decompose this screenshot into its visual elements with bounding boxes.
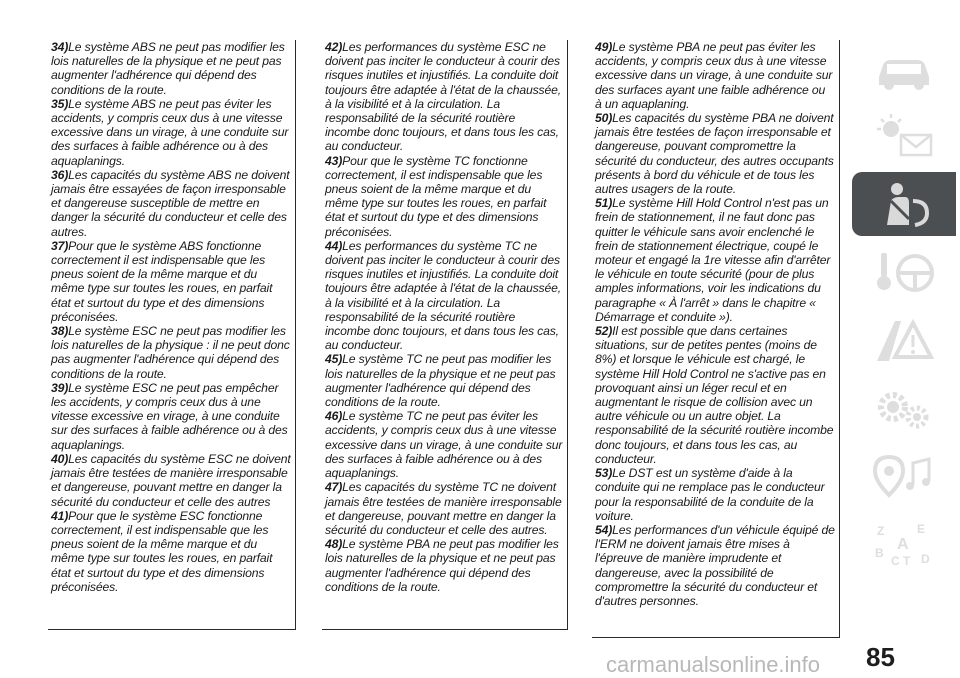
safety-note	[595, 523, 835, 608]
note-text: Le système ABS ne peut pas éviter les accidents, y compris ceux dus à une vitesse excessive dans un virage, à une conduite sur des surfaces à faible adhérence ou à des aquaplanings.	[51, 96, 289, 168]
note-text: Le système PBA ne peut pas modifier les lois naturelles de la physique et ne peut pas augmenter l'adhérence qui dépend des conditions de la route.	[325, 537, 559, 594]
tab-warning-lights[interactable]	[852, 104, 956, 168]
note-number: 46)	[325, 409, 343, 424]
safety-note	[51, 324, 291, 381]
index-letter-1: E	[917, 522, 926, 536]
note-number: 52)	[595, 324, 613, 339]
index-letter-0: Z	[877, 524, 885, 538]
notes-column-3	[592, 40, 840, 638]
note-number: 41)	[51, 508, 69, 523]
safety-note	[51, 509, 291, 594]
note-text: Le système Hill Hold Control n'est pas un frein de stationnement, il ne faut donc pas quitter le véhicule sans avoir enclenché le frein de stationnement électrique, coupé le moteur et engagé la 1re vitesse afin d'arrêter le véhicule en toute sécurité (pour de plus amples informations, voir les indications du paragraphe « À l'arrêt » dans le chapitre « Démarrage et conduite »).	[595, 196, 831, 324]
note-text: Le système ESC ne peut pas empêcher les accidents, y compris ceux dus à une vitesse excessive en virage, à une conduite sur des surfaces à faible adhérence ou à des aquaplanings.	[51, 380, 288, 452]
safety-note	[595, 111, 835, 196]
maintenance-gears-icon	[869, 383, 939, 433]
note-number: 34)	[51, 40, 69, 54]
safety-note	[595, 196, 835, 324]
safety-note	[51, 239, 291, 324]
index-letter-6: D	[921, 552, 930, 566]
safety-note	[325, 154, 563, 239]
note-number: 49)	[595, 40, 613, 54]
index-letter-5: T	[903, 554, 911, 568]
seatbelt-airbag-icon	[869, 179, 939, 229]
tab-car[interactable]	[852, 36, 956, 100]
note-text: Les performances du système TC ne doivent pas inciter le conducteur à courir des risques inutiles et injustifiés. La conduite doit toujours être adaptée à l'état de la chaussée, à la visibilité et à la circulation. La responsabilité de la sécurité routière incombe donc toujours, et dans tous les cas, au conducteur.	[325, 238, 561, 353]
alphabetical-index-icon	[869, 519, 939, 569]
note-text: Le DST est un système d'aide à la conduite qui ne remplace pas le conducteur pour la responsabilité de la conduite de la voiture.	[595, 466, 825, 523]
note-text: Les capacités du système PBA ne doivent jamais être testées de façon irresponsable et dangereuse, pouvant compromettre la sécurité du conducteur, des autres occupants présents à bord du véhicule et de tous les autres usagers de la route.	[595, 111, 834, 197]
safety-note	[325, 480, 563, 537]
tab-multimedia[interactable]	[852, 444, 956, 508]
note-number: 53)	[595, 466, 613, 481]
road-warning-icon	[869, 315, 939, 365]
safety-note	[51, 168, 291, 239]
chapter-tabs	[852, 36, 956, 580]
tab-driving[interactable]	[852, 240, 956, 304]
safety-note	[595, 40, 835, 111]
note-text: Pour que le système ABS fonctionne correctement il est indispensable que les pneus soient de la même marque et du même type sur toutes les roues, en parfait état et surtout du type et des dimensions préconisées.	[51, 238, 273, 324]
note-text: Les capacités du système TC ne doivent jamais être testées de manière irresponsable et dangereuse, pouvant mettre en danger la sécurité du conducteur et celle des autres.	[325, 480, 562, 537]
note-text: Il est possible que dans certaines situations, sur de petites pentes (moins de 8%) et lorsque le véhicule est chargé, le système Hill Hold Control ne s'active pas en provoquant ainsi un léger recul et en augmentant le risque de collision avec un autre véhicule ou un autre objet. La responsabilité de la sécurité routière incombe donc toujours, et dans tous les cas, au conducteur.	[595, 324, 834, 466]
note-text: Le système TC ne peut pas modifier les lois naturelles de la physique et ne peut pas augmenter l'adhérence qui dépend des conditions de la route.	[325, 352, 556, 410]
tab-emergency[interactable]	[852, 308, 956, 372]
note-text: Les capacités du système ESC ne doivent jamais être testées de manière irresponsable et dangereuse, pouvant mettre en danger la sécurité du conducteur et celle des autres	[51, 451, 291, 509]
note-number: 54)	[595, 522, 613, 537]
note-text: Les performances d'un véhicule équipé de l'ERM ne doivent jamais être mises à l'épreuve de manière imprudente et dangereuse, avec la possibilité de compromettre la sécurité du conducteur et d'autres personnes.	[595, 522, 835, 608]
note-text: Le système ESC ne peut pas modifier les lois naturelles de la physique : il ne peut donc pas augmenter l'adhérence qui dépend des conditions de la route.	[51, 324, 290, 381]
safety-note	[325, 409, 563, 480]
watermark: carmanualsonline.info	[606, 652, 821, 677]
safety-note	[325, 239, 563, 353]
index-letter-4: C	[891, 554, 900, 568]
note-text: Pour que le système ESC fonctionne correctement, il est indispensable que les pneus soient de la même marque et du même type sur toutes les roues, en parfait état et surtout du type et des dimensions préconisées.	[51, 508, 273, 594]
note-text: Le système PBA ne peut pas éviter les accidents, y compris ceux dus à une vitesse excessive dans un virage, à une conduite sur des surfaces ayant une faible adhérence ou à un aquaplaning.	[595, 40, 833, 111]
safety-note	[51, 452, 291, 509]
notes-column-1	[48, 40, 296, 630]
note-number: 51)	[595, 196, 613, 211]
note-text: Le système TC ne peut pas éviter les accidents, y compris ceux dus à une vitesse excessive dans un virage, à une conduite sur des surfaces à faible adhérence ou à des aquaplanings.	[325, 409, 563, 481]
note-number: 38)	[51, 324, 69, 339]
note-number: 39)	[51, 380, 69, 395]
note-text: Les capacités du système ABS ne doivent jamais être essayées de façon irresponsable et dangereuse susceptible de mettre en danger la sécurité du conducteur et celle des autres.	[51, 167, 290, 239]
warning-lights-icon	[869, 111, 939, 161]
note-text: Les performances du système ESC ne doivent pas inciter le conducteur à courir des risques inutiles et injustifiés. La conduite doit toujours être adaptée à l'état de la chaussée, à la visibilité et à la circulation. La responsabilité de la sécurité routière incombe donc toujours, et dans tous les cas, au conducteur.	[325, 40, 561, 154]
multimedia-icon	[869, 451, 939, 501]
note-number: 45)	[325, 352, 343, 367]
note-number: 40)	[51, 451, 69, 466]
note-number: 36)	[51, 167, 69, 182]
car-icon	[869, 43, 939, 93]
page-number: 85	[866, 642, 895, 672]
tab-maintenance[interactable]	[852, 376, 956, 440]
index-letter-2: A	[897, 536, 909, 553]
note-number: 50)	[595, 111, 613, 126]
tab-safety[interactable]	[852, 172, 956, 236]
notes-column-2	[322, 40, 568, 630]
note-number: 37)	[51, 238, 69, 253]
key-steering-wheel-icon	[869, 247, 939, 297]
note-number: 44)	[325, 238, 343, 253]
safety-note	[51, 40, 291, 97]
safety-note	[325, 352, 563, 409]
note-number: 43)	[325, 153, 343, 168]
safety-note	[51, 97, 291, 168]
note-number: 35)	[51, 96, 69, 111]
safety-note	[51, 381, 291, 452]
safety-note	[595, 466, 835, 523]
note-number: 42)	[325, 40, 343, 54]
note-text: Le système ABS ne peut pas modifier les lois naturelles de la physique et ne peut pas augmenter l'adhérence qui dépend des conditions de la route.	[51, 40, 285, 97]
safety-note	[325, 40, 563, 154]
note-number: 48)	[325, 537, 343, 552]
safety-note	[595, 324, 835, 466]
note-text: Pour que le système TC fonctionne correctement, il est indispensable que les pneus soient de la même marque et du même type sur toutes les roues, en parfait état et surtout du type et des dimensions préconisées.	[325, 153, 547, 239]
note-number: 47)	[325, 480, 343, 495]
tab-index[interactable]	[852, 512, 956, 576]
index-letter-3: B	[875, 546, 884, 560]
safety-note	[325, 537, 563, 594]
